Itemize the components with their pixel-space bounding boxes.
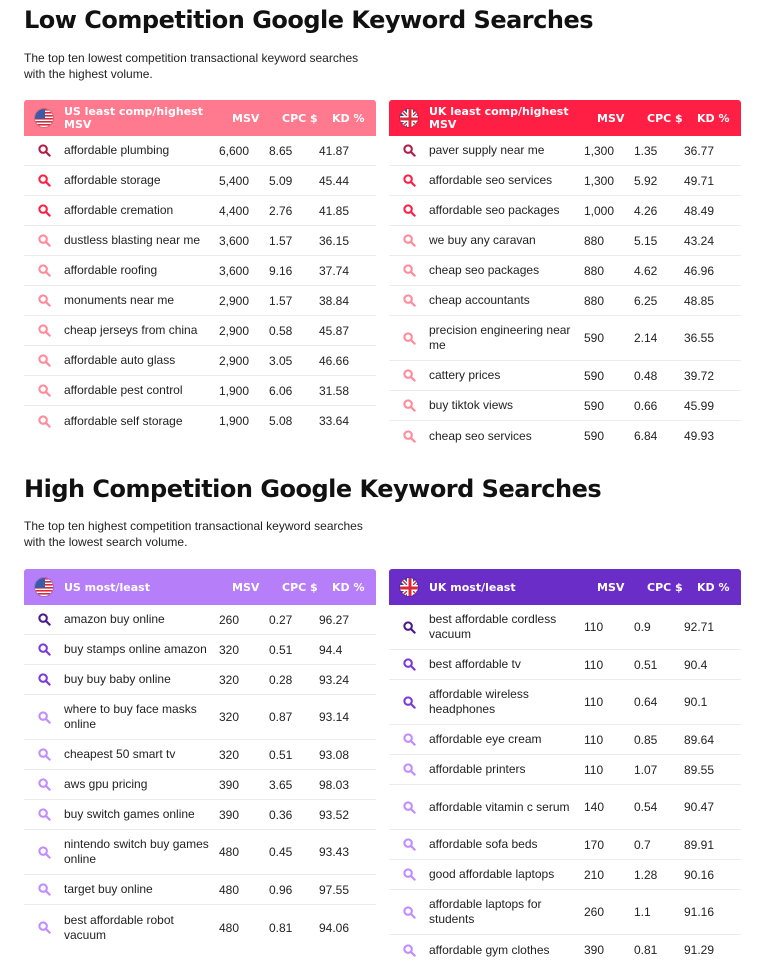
cpc-value: 8.65 (269, 143, 293, 158)
table-row (24, 166, 376, 196)
kd-value: 46.96 (684, 263, 715, 278)
keyword: cheap accountants (429, 293, 530, 307)
cpc-value: 9.16 (269, 263, 293, 278)
cpc-value: 1.1 (634, 905, 651, 919)
cpc-value: 2.14 (634, 331, 658, 345)
kd-value: 91.16 (684, 905, 715, 919)
msv-value: 2,900 (219, 293, 250, 308)
cpc-value: 0.36 (269, 807, 293, 822)
kd-value: 93.43 (319, 845, 350, 859)
msv-value: 1,000 (584, 203, 615, 218)
search-icon[interactable] (34, 883, 54, 896)
table-header (24, 100, 376, 136)
msv-value: 5,400 (219, 173, 250, 188)
cpc-value: 5.92 (634, 173, 658, 188)
table-row (389, 860, 741, 890)
msv-value: 390 (219, 807, 240, 822)
msv-value: 3,600 (219, 233, 250, 248)
msv-value: 390 (584, 943, 605, 957)
desc-line: The top ten highest competition transactional keyword searches (24, 519, 363, 533)
keyword: cheap jerseys from china (64, 323, 198, 337)
cpc-value: 0.28 (269, 672, 293, 687)
msv-value: 140 (584, 800, 605, 814)
msv-value: 110 (584, 620, 604, 634)
search-icon[interactable] (34, 324, 54, 337)
table-row (389, 680, 741, 725)
keyword: buy stamps online amazon (64, 642, 207, 656)
search-icon[interactable] (34, 808, 54, 821)
keyword: affordable wireless headphones (429, 687, 529, 716)
msv-value: 6,600 (219, 143, 250, 158)
search-icon[interactable] (34, 144, 54, 157)
kd-value: 90.1 (684, 695, 708, 709)
high-competition-description (24, 518, 384, 550)
header-cpc: CPC $ (647, 580, 683, 594)
keyword: monuments near me (64, 293, 175, 307)
msv-value: 590 (584, 429, 605, 443)
table-row (24, 196, 376, 226)
search-icon[interactable] (399, 204, 419, 217)
header-label: US least comp/highest MSV (64, 105, 203, 131)
kd-value: 48.49 (684, 203, 715, 218)
header-label: UK least comp/highest MSV (429, 105, 569, 131)
kd-value: 93.08 (319, 747, 350, 762)
search-icon[interactable] (399, 801, 419, 814)
search-icon[interactable] (34, 613, 54, 626)
search-icon[interactable] (34, 174, 54, 187)
msv-value: 480 (219, 920, 240, 935)
search-icon[interactable] (34, 921, 54, 934)
table-row (24, 695, 376, 740)
table-row (389, 890, 741, 935)
kd-value: 45.99 (684, 398, 715, 413)
cpc-value: 4.26 (634, 203, 658, 218)
msv-value: 110 (584, 732, 604, 747)
header-label: UK most/least (429, 580, 516, 594)
keyword: buy tiktok views (429, 398, 514, 412)
keyword: affordable seo packages (429, 203, 560, 217)
desc-line: The top ten lowest competition transactional keyword searches (24, 51, 359, 65)
table-row (389, 361, 741, 391)
keyword: affordable storage (64, 173, 161, 187)
table-row (389, 226, 741, 256)
high-competition-title: High Competition Google Keyword Searches (24, 475, 602, 503)
low-competition-description (24, 50, 384, 82)
search-icon[interactable] (34, 643, 54, 656)
keyword: amazon buy online (64, 612, 165, 626)
cpc-value: 0.81 (269, 920, 293, 935)
search-icon[interactable] (34, 354, 54, 367)
table-row (389, 725, 741, 755)
table-row (24, 136, 376, 166)
kd-value: 94.4 (319, 642, 343, 657)
msv-value: 390 (219, 777, 240, 792)
msv-value: 1,900 (219, 383, 250, 398)
cpc-value: 0.87 (269, 710, 293, 724)
header-kd: KD % (332, 580, 365, 594)
msv-value: 480 (219, 882, 240, 897)
kd-value: 89.64 (684, 732, 715, 747)
uk-high-competition-table (389, 569, 741, 965)
kd-value: 48.85 (684, 293, 715, 308)
search-icon[interactable] (34, 673, 54, 686)
msv-value: 110 (584, 695, 604, 709)
kd-value: 39.72 (684, 368, 715, 383)
table-row (389, 136, 741, 166)
kd-value: 45.44 (319, 173, 350, 188)
kd-value: 98.03 (319, 777, 350, 792)
search-icon[interactable] (399, 733, 419, 746)
header-cpc: CPC $ (647, 111, 683, 125)
table-row (24, 665, 376, 695)
cpc-value: 0.9 (634, 620, 651, 634)
header-msv: MSV (232, 580, 260, 594)
keyword: buy switch games online (64, 807, 195, 821)
header-kd: KD % (697, 111, 730, 125)
table-row (389, 421, 741, 451)
msv-value: 110 (584, 657, 604, 672)
kd-value: 90.47 (684, 800, 715, 814)
header-msv: MSV (597, 111, 625, 125)
msv-value: 880 (584, 233, 605, 248)
keyword: dustless blasting near me (64, 233, 201, 247)
cpc-value: 1.07 (634, 762, 658, 777)
kd-value: 43.24 (684, 233, 715, 248)
cpc-value: 0.27 (269, 612, 293, 627)
kd-value: 38.84 (319, 293, 350, 308)
kd-value: 93.24 (319, 672, 350, 687)
cpc-value: 6.06 (269, 383, 293, 398)
low-competition-title: Low Competition Google Keyword Searches (24, 6, 594, 34)
search-icon[interactable] (399, 621, 419, 634)
msv-value: 590 (584, 398, 605, 413)
msv-value: 320 (219, 710, 240, 724)
kd-value: 31.58 (319, 383, 350, 398)
search-icon[interactable] (34, 846, 54, 859)
table-row (24, 830, 376, 875)
msv-value: 170 (584, 837, 605, 852)
table-row (24, 635, 376, 665)
cpc-value: 6.25 (634, 293, 658, 308)
kd-value: 94.06 (319, 920, 350, 935)
table-row (389, 755, 741, 785)
header-cpc: CPC $ (282, 111, 318, 125)
table-row (24, 875, 376, 905)
kd-value: 93.14 (319, 710, 350, 724)
keyword: cheapest 50 smart tv (64, 747, 176, 761)
cpc-value: 3.65 (269, 777, 293, 792)
kd-value: 49.93 (684, 429, 715, 443)
search-icon[interactable] (399, 264, 419, 277)
msv-value: 590 (584, 331, 605, 345)
cpc-value: 0.81 (634, 943, 658, 957)
table-row (389, 785, 741, 830)
keyword: affordable plumbing (64, 143, 170, 157)
kd-value: 36.77 (684, 143, 715, 158)
header-kd: KD % (697, 580, 730, 594)
table-row (389, 650, 741, 680)
kd-value: 41.85 (319, 203, 350, 218)
kd-value: 41.87 (319, 143, 350, 158)
table-row (24, 800, 376, 830)
header-label: US most/least (64, 580, 150, 594)
search-icon[interactable] (399, 430, 419, 443)
us-low-competition-table (24, 100, 376, 436)
kd-value: 36.15 (319, 233, 350, 248)
header-msv: MSV (597, 580, 625, 594)
keyword: best affordable tv (429, 657, 521, 671)
kd-value: 93.52 (319, 807, 350, 822)
kd-value: 33.64 (319, 414, 350, 428)
msv-value: 880 (584, 263, 605, 278)
table-row (24, 770, 376, 800)
cpc-value: 0.58 (269, 323, 293, 338)
search-icon[interactable] (399, 332, 419, 345)
cpc-value: 0.45 (269, 845, 293, 859)
keyword: nintendo switch buy games online (64, 837, 209, 866)
table-row (389, 256, 741, 286)
table-row (389, 935, 741, 965)
table-row (389, 166, 741, 196)
cpc-value: 0.64 (634, 695, 658, 709)
msv-value: 4,400 (219, 203, 250, 218)
keyword: affordable gym clothes (429, 942, 550, 957)
search-icon[interactable] (399, 658, 419, 671)
msv-value: 1,300 (584, 143, 615, 158)
cpc-value: 6.84 (634, 429, 658, 443)
uk-low-competition-table (389, 100, 741, 451)
us-flag-icon (34, 577, 54, 597)
search-icon[interactable] (399, 944, 419, 957)
cpc-value: 1.57 (269, 233, 293, 248)
keyword: affordable laptops for students (429, 897, 542, 926)
cpc-value: 0.7 (634, 837, 651, 852)
msv-value: 110 (584, 762, 604, 777)
us-flag-icon (34, 108, 54, 128)
table-row (389, 830, 741, 860)
cpc-value: 5.15 (634, 233, 658, 248)
search-icon[interactable] (34, 748, 54, 761)
msv-value: 2,900 (219, 353, 250, 368)
keyword: cattery prices (429, 368, 501, 382)
keyword: affordable vitamin c serum (429, 799, 570, 814)
keyword: we buy any caravan (429, 233, 536, 247)
table-row (389, 605, 741, 650)
kd-value: 49.71 (684, 173, 715, 188)
cpc-value: 4.62 (634, 263, 658, 278)
search-icon[interactable] (34, 711, 54, 724)
search-icon[interactable] (34, 234, 54, 247)
keyword: precision engineering near me (429, 323, 571, 352)
table-row (389, 286, 741, 316)
kd-value: 97.55 (319, 882, 350, 897)
kd-value: 90.4 (684, 657, 708, 672)
keyword: affordable roofing (64, 263, 158, 277)
keyword: affordable self storage (64, 413, 183, 428)
search-icon[interactable] (399, 234, 419, 247)
search-icon[interactable] (399, 369, 419, 382)
cpc-value: 0.48 (634, 368, 658, 383)
msv-value: 480 (219, 845, 240, 859)
cpc-value: 1.28 (634, 867, 658, 882)
kd-value: 89.91 (684, 837, 715, 852)
cpc-value: 0.54 (634, 800, 658, 814)
cpc-value: 1.57 (269, 293, 293, 308)
desc-line: with the lowest search volume. (24, 535, 188, 549)
uk-flag-icon (399, 108, 419, 128)
keyword: aws gpu pricing (64, 777, 148, 791)
keyword: affordable auto glass (64, 353, 176, 367)
keyword: best affordable cordless vacuum (429, 612, 557, 641)
cpc-value: 5.09 (269, 173, 293, 188)
search-icon[interactable] (399, 763, 419, 776)
keyword: where to buy face masks online (64, 702, 197, 731)
kd-value: 36.55 (684, 331, 715, 345)
cpc-value: 2.76 (269, 203, 293, 218)
cpc-value: 0.51 (634, 657, 658, 672)
cpc-value: 3.05 (269, 353, 293, 368)
msv-value: 1,300 (584, 173, 615, 188)
table-row (389, 391, 741, 421)
msv-value: 320 (219, 672, 240, 687)
table-row (389, 196, 741, 226)
keyword: affordable cremation (64, 203, 174, 217)
cpc-value: 5.08 (269, 414, 293, 428)
keyword: good affordable laptops (429, 867, 555, 881)
cpc-value: 1.35 (634, 143, 658, 158)
search-icon[interactable] (34, 778, 54, 791)
msv-value: 3,600 (219, 263, 250, 278)
msv-value: 260 (219, 612, 240, 627)
table-header (389, 100, 741, 136)
keyword: affordable sofa beds (429, 837, 538, 851)
table-row (24, 256, 376, 286)
kd-value: 46.66 (319, 353, 350, 368)
table-row (24, 406, 376, 436)
search-icon[interactable] (399, 144, 419, 157)
search-icon[interactable] (399, 696, 419, 709)
keyword: target buy online (64, 882, 153, 896)
msv-value: 320 (219, 642, 240, 657)
kd-value: 90.16 (684, 867, 715, 882)
table-row (24, 226, 376, 256)
table-row (24, 346, 376, 376)
keyword: buy buy baby online (64, 672, 171, 686)
kd-value: 91.29 (684, 943, 715, 957)
keyword: paver supply near me (429, 143, 545, 157)
search-icon[interactable] (399, 174, 419, 187)
search-icon[interactable] (399, 294, 419, 307)
table-row (24, 605, 376, 635)
msv-value: 590 (584, 368, 605, 383)
search-icon[interactable] (34, 294, 54, 307)
us-high-competition-table (24, 569, 376, 950)
cpc-value: 0.96 (269, 882, 293, 897)
keyword: cheap seo packages (429, 263, 540, 277)
header-msv: MSV (232, 111, 260, 125)
keyword: affordable pest control (64, 383, 183, 397)
cpc-value: 0.85 (634, 732, 658, 747)
table-row (24, 286, 376, 316)
keyword: affordable printers (429, 762, 526, 776)
search-icon[interactable] (399, 868, 419, 881)
cpc-value: 0.51 (269, 642, 293, 657)
keyword: affordable eye cream (429, 732, 542, 746)
search-icon[interactable] (399, 906, 419, 919)
kd-value: 45.87 (319, 323, 350, 338)
table-row (24, 376, 376, 406)
search-icon[interactable] (34, 204, 54, 217)
kd-value: 37.74 (319, 263, 350, 278)
keyword: best affordable robot vacuum (64, 912, 174, 942)
search-icon[interactable] (399, 399, 419, 412)
kd-value: 92.71 (684, 620, 715, 634)
search-icon[interactable] (34, 384, 54, 397)
header-kd: KD % (332, 111, 365, 125)
keyword: affordable seo services (429, 173, 553, 187)
msv-value: 260 (584, 905, 605, 919)
kd-value: 89.55 (684, 762, 715, 777)
header-cpc: CPC $ (282, 580, 318, 594)
cpc-value: 0.66 (634, 398, 658, 413)
msv-value: 2,900 (219, 323, 250, 338)
kd-value: 96.27 (319, 612, 350, 627)
search-icon[interactable] (34, 264, 54, 277)
search-icon[interactable] (34, 415, 54, 428)
table-row (24, 740, 376, 770)
uk-flag-icon (399, 577, 419, 597)
table-header (389, 569, 741, 605)
table-row (24, 316, 376, 346)
table-header (24, 569, 376, 605)
table-row (389, 316, 741, 361)
msv-value: 320 (219, 747, 240, 762)
msv-value: 210 (584, 867, 605, 882)
keyword: cheap seo services (429, 428, 532, 443)
msv-value: 880 (584, 293, 605, 308)
table-row (24, 905, 376, 950)
cpc-value: 0.51 (269, 747, 293, 762)
desc-line: with the highest volume. (24, 67, 153, 81)
msv-value: 1,900 (219, 414, 250, 428)
search-icon[interactable] (399, 838, 419, 851)
